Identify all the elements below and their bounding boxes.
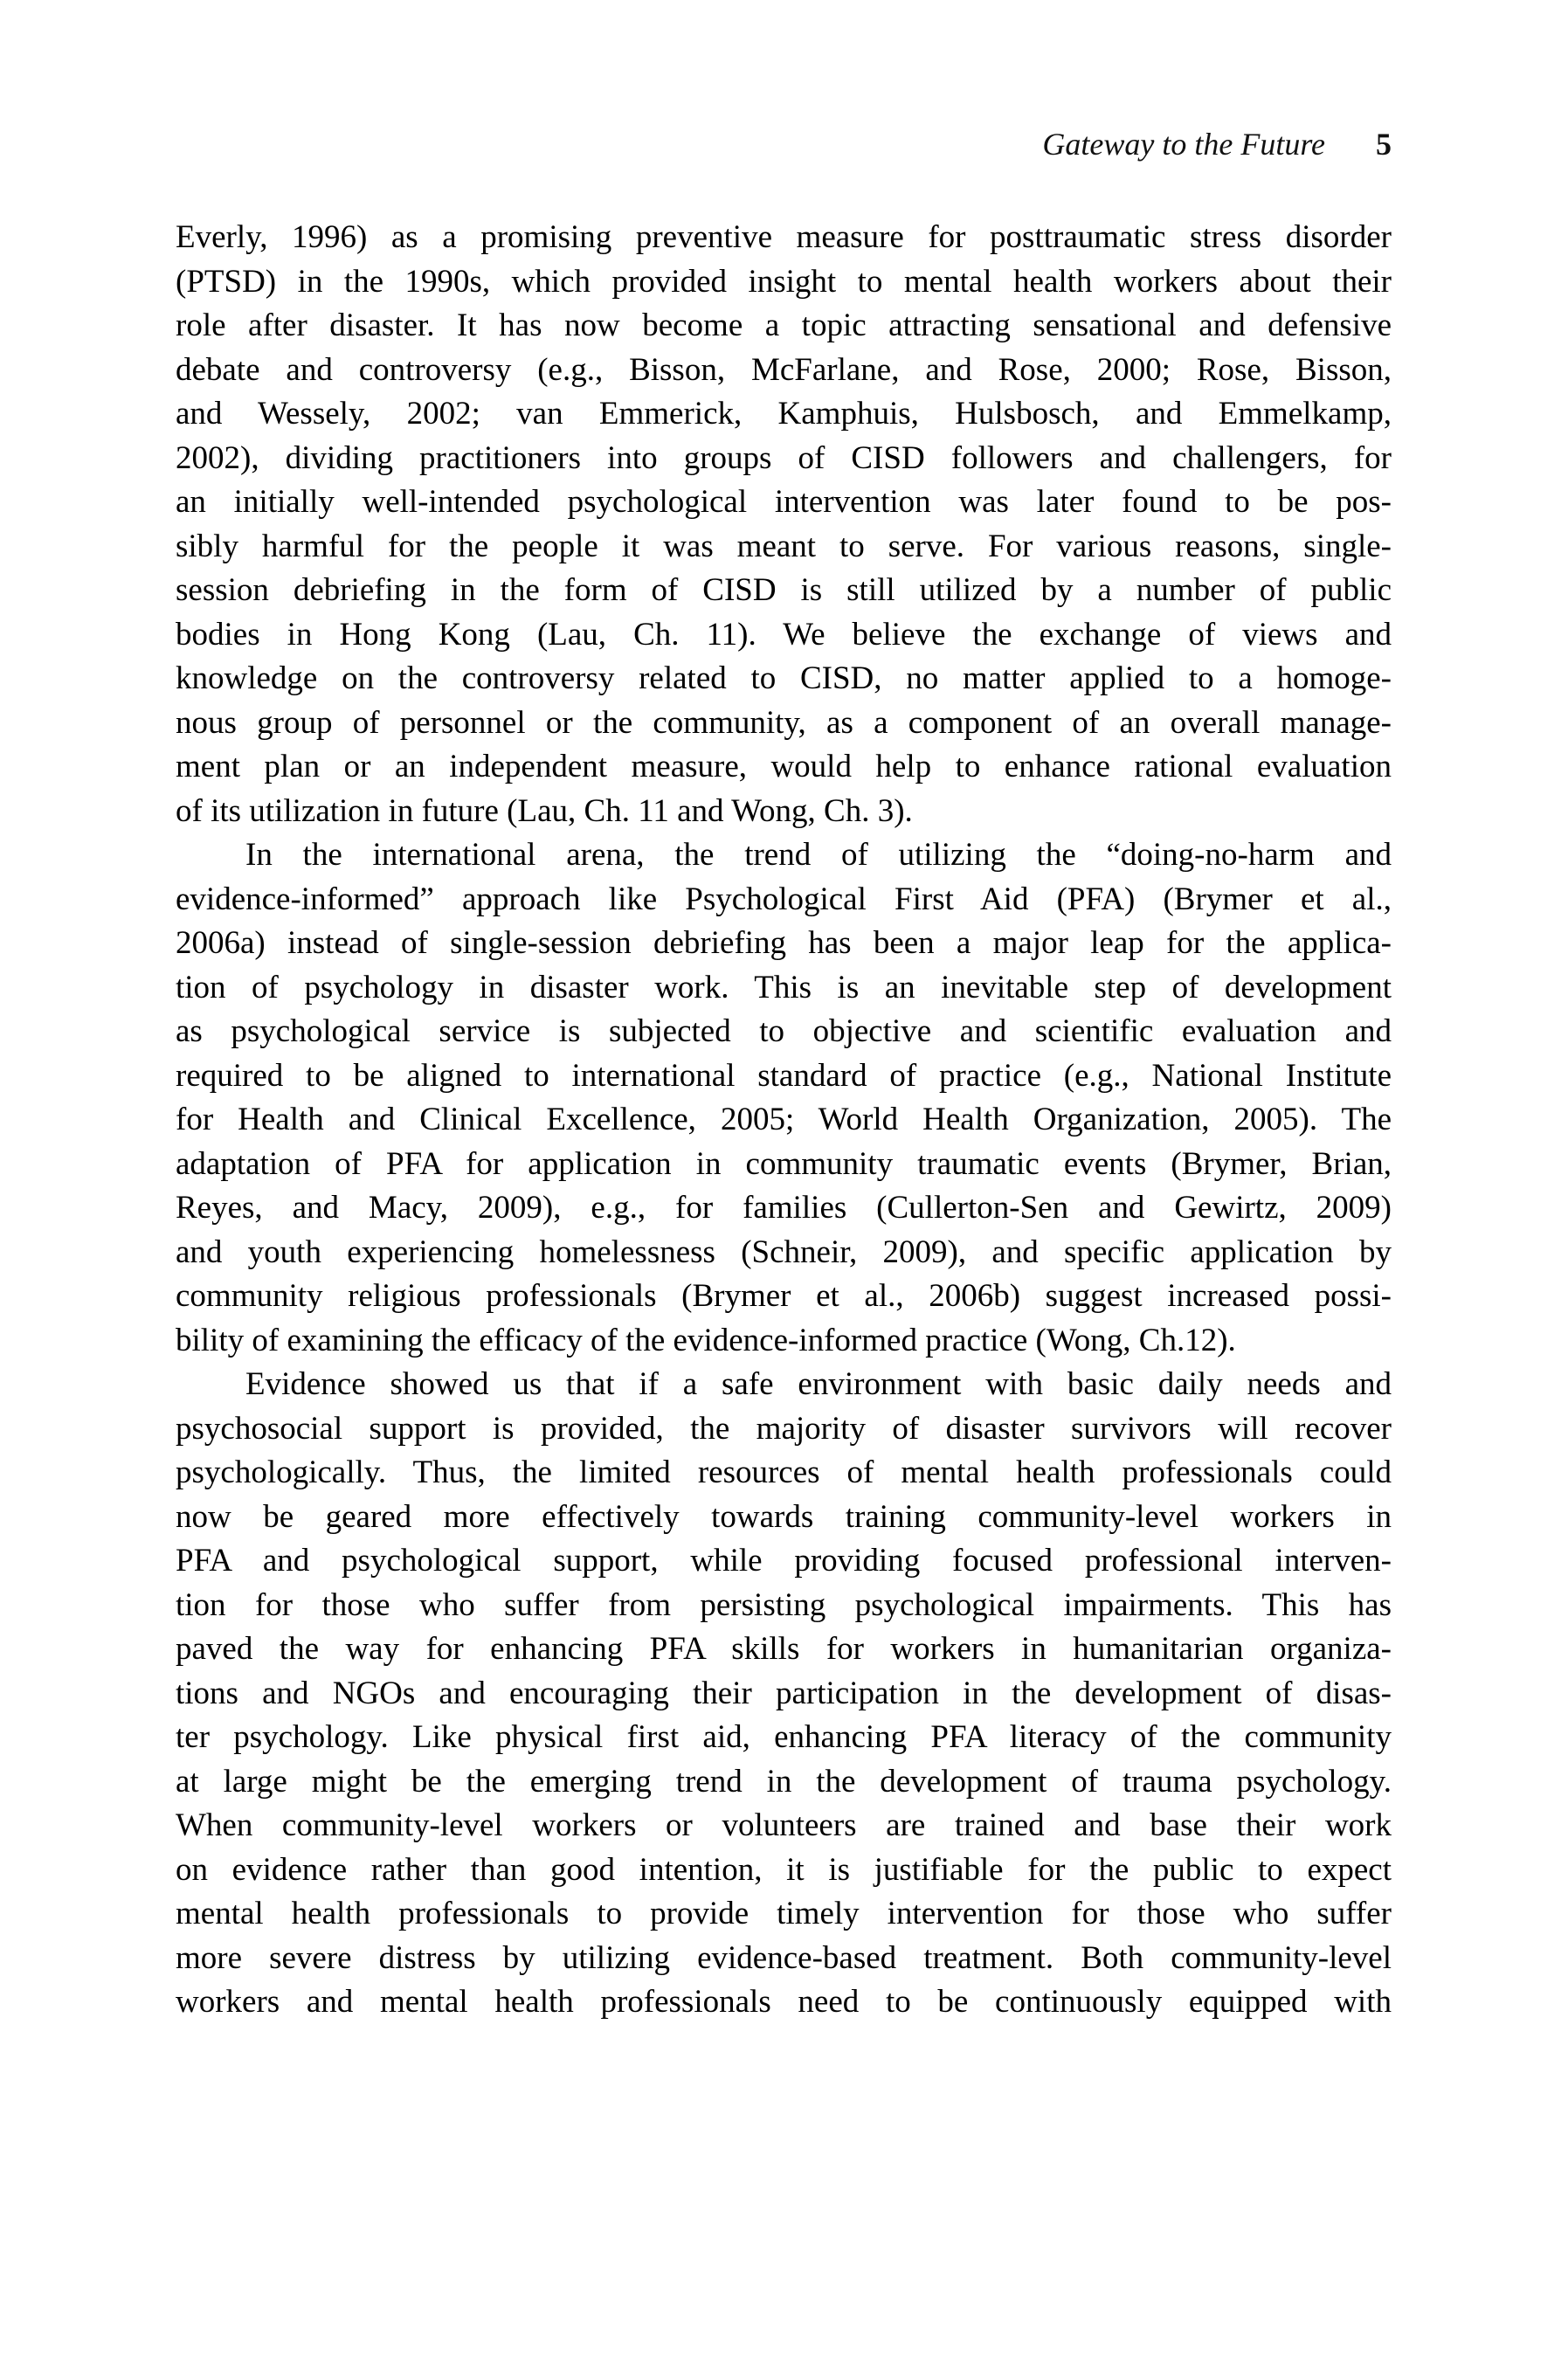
- text-line: debate and controversy (e.g., Bisson, McFarlane, and Rose, 2000; Rose, Bisson,: [176, 351, 1392, 388]
- text-line: more severe distress by utilizing evidence-based treatment. Both community-level: [176, 1939, 1392, 1976]
- text-line: and Wessely, 2002; van Emmerick, Kamphuis, Hulsbosch, and Emmelkamp,: [176, 396, 1392, 432]
- text-line: (PTSD) in the 1990s, which provided insight to mental health workers about their: [176, 263, 1392, 300]
- text-line: an initially well-intended psychological intervention was later found to be pos-: [176, 484, 1392, 520]
- text-line: When community-level workers or volunteers are trained and base their work: [176, 1807, 1392, 1843]
- text-line: Reyes, and Macy, 2009), e.g., for families (Cullerton-Sen and Gewirtz, 2009): [176, 1190, 1392, 1226]
- text-line: adaptation of PFA for application in community traumatic events (Brymer, Brian,: [176, 1145, 1392, 1182]
- text-line: sibly harmful for the people it was meant to serve. For various reasons, single-: [176, 528, 1392, 564]
- text-line: 2002), dividing practitioners into groups of CISD followers and challengers, for: [176, 439, 1392, 476]
- text-line: psychosocial support is provided, the majority of disaster survivors will recover: [176, 1410, 1392, 1447]
- body-text: [176, 216, 1392, 2025]
- text-line: nous group of personnel or the community, as a component of an overall manage-: [176, 704, 1392, 741]
- text-line: tion of psychology in disaster work. This is an inevitable step of development: [176, 969, 1392, 1005]
- text-line: as psychological service is subjected to objective and scientific evaluation and: [176, 1013, 1392, 1049]
- text-line: PFA and psychological support, while providing focused professional interven-: [176, 1543, 1392, 1579]
- text-line: for Health and Clinical Excellence, 2005; World Health Organization, 2005). The: [176, 1102, 1392, 1137]
- running-head: [176, 122, 1392, 166]
- text-line: ter psychology. Like physical first aid, enhancing PFA literacy of the community: [176, 1719, 1392, 1755]
- text-line: role after disaster. It has now become a topic attracting sensational and defensive: [176, 307, 1392, 343]
- text-line: required to be aligned to international standard of practice (e.g., National Institute: [176, 1057, 1392, 1094]
- text-line: evidence-informed” approach like Psychological First Aid (PFA) (Brymer et al.,: [176, 881, 1392, 917]
- paragraph: [176, 1363, 1392, 2025]
- paragraph: [176, 216, 1392, 833]
- page-number: 5: [1376, 127, 1392, 162]
- text-line: Evidence showed us that if a safe environment with basic daily needs and: [245, 1366, 1392, 1402]
- paragraph: [176, 833, 1392, 1363]
- text-line: bodies in Hong Kong (Lau, Ch. 11). We believe the exchange of views and: [176, 616, 1392, 653]
- text-line: workers and mental health professionals need to be continuously equipped with: [176, 1984, 1392, 2020]
- running-head-title: Gateway to the Future: [1042, 127, 1325, 162]
- text-line: knowledge on the controversy related to CISD, no matter applied to a homoge-: [176, 660, 1392, 696]
- text-line: of its utilization in future (Lau, Ch. 11 and Wong, Ch. 3).: [176, 792, 913, 829]
- text-line: psychologically. Thus, the limited resources of mental health professionals could: [176, 1454, 1392, 1490]
- text-line: Everly, 1996) as a promising preventive measure for posttraumatic stress disorder: [176, 219, 1392, 255]
- text-line: bility of examining the efficacy of the evidence-informed practice (Wong, Ch.12).: [176, 1322, 1236, 1358]
- text-line: community religious professionals (Brymer et al., 2006b) suggest increased possi-: [176, 1278, 1392, 1314]
- text-line: paved the way for enhancing PFA skills for workers in humanitarian organiza-: [176, 1631, 1392, 1667]
- text-line: mental health professionals to provide timely intervention for those who suffer: [176, 1896, 1392, 1931]
- text-line: In the international arena, the trend of utilizing the “doing-no-harm and: [245, 837, 1392, 873]
- text-line: now be geared more effectively towards training community-level workers in: [176, 1498, 1392, 1535]
- text-line: tions and NGOs and encouraging their participation in the development of disas-: [176, 1675, 1392, 1711]
- text-line: 2006a) instead of single-session debriefing has been a major leap for the applica-: [176, 925, 1392, 961]
- text-line: ment plan or an independent measure, would help to enhance rational evaluation: [176, 749, 1392, 784]
- text-line: tion for those who suffer from persisting psychological impairments. This has: [176, 1586, 1392, 1623]
- text-line: at large might be the emerging trend in the development of trauma psychology.: [176, 1763, 1392, 1800]
- text-line: on evidence rather than good intention, it is justifiable for the public to expect: [176, 1851, 1392, 1888]
- text-line: session debriefing in the form of CISD is still utilized by a number of public: [176, 572, 1392, 608]
- text-line: and youth experiencing homelessness (Schneir, 2009), and specific application by: [176, 1233, 1392, 1270]
